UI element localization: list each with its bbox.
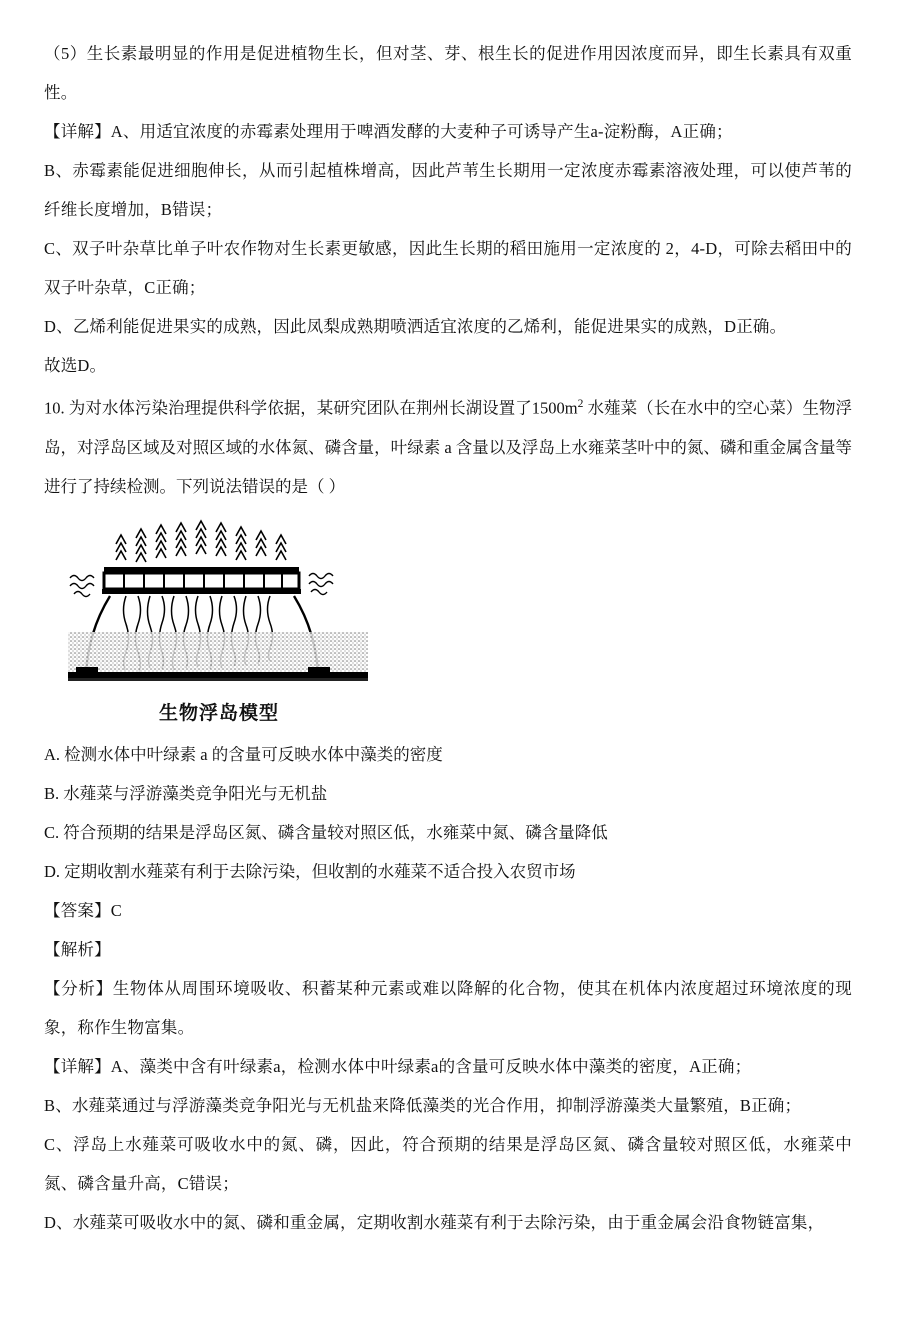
question-number: 10. xyxy=(44,398,65,418)
paragraph-detail-c: C、双子叶杂草比单子叶农作物对生长素更敏感，因此生长期的稻田施用一定浓度的 2，4-D，可除去稻田中的双子叶杂草，C正确； xyxy=(44,239,852,297)
question-stem-part1: 为对水体污染治理提供科学依据，某研究团队在荆州长湖设置了1500m xyxy=(68,398,578,418)
option-d: D. 定期收割水薤菜有利于去除污染，但收割的水薤菜不适合投入农贸市场 xyxy=(44,861,576,881)
option-c: C. 符合预期的结果是浮岛区氮、磷含量较对照区低，水雍菜中氮、磷含量降低 xyxy=(44,822,608,842)
answer-label: 【答案】C xyxy=(44,900,123,920)
paragraph-explanation-5: （5）生长素最明显的作用是促进植物生长，但对茎、芽、根生长的促进作用因浓度而异，即生长素具有双重性。 xyxy=(44,44,852,102)
paragraph-detail2-d: D、水薤菜可吸收水中的氮、磷和重金属，定期收割水薤菜有利于去除污染，由于重金属会沿食物链富集， xyxy=(44,1212,825,1232)
question-stem-part2: 水薤菜（长在水中的空心菜）生物浮岛，对浮岛区域及对照区域的水体氮、磷含量，叶绿素 a 含量以及浮岛上水雍菜茎叶中的氮、磷和重金属含量等进行了持续检测。下列说法错误的是（ ） xyxy=(44,398,853,496)
option-a: A. 检测水体中叶绿素 a 的含量可反映水体中藻类的密度 xyxy=(44,744,443,764)
analysis-label: 【解析】 xyxy=(44,939,111,959)
option-b: B. 水薤菜与浮游藻类竞争阳光与无机盐 xyxy=(44,783,328,803)
question-10 xyxy=(44,385,852,506)
figure-caption: 生物浮岛模型 xyxy=(158,702,279,724)
paragraph-detail-d: D、乙烯利能促进果实的成熟，因此凤梨成熟期喷洒适宜浓度的乙烯利，能促进果实的成熟，D正确。 xyxy=(44,317,787,336)
paragraph-detail2-a: 【详解】A、藻类中含有叶绿素a，检测水体中叶绿素a的含量可反映水体中藻类的密度，A正确； xyxy=(44,1056,752,1076)
bio-floating-island-diagram xyxy=(54,512,384,697)
paragraph-detail-b: B、赤霉素能促进细胞伸长，从而引起植株增高，因此芦苇生长期用一定浓度赤霉素溶液处理，可以使芦苇的纤维长度增加，B错误； xyxy=(44,161,852,219)
paragraph-answer-select: 故选D。 xyxy=(44,356,107,375)
paragraph-analysis: 【分析】生物体从周围环境吸收、积蓄某种元素或难以降解的化合物，使其在机体内浓度超过环境浓度的现象，称作生物富集。 xyxy=(44,978,852,1037)
bio-floating-island-svg xyxy=(54,512,384,697)
question-stem-superscript: 2 xyxy=(577,398,584,410)
paragraph-detail-a: 【详解】A、用适宜浓度的赤霉素处理用于啤酒发酵的大麦种子可诱导产生a-淀粉酶，A正确； xyxy=(44,122,733,141)
paragraph-detail2-b: B、水薤菜通过与浮游藻类竞争阳光与无机盐来降低藻类的光合作用，抑制浮游藻类大量繁殖，B正确； xyxy=(44,1095,802,1115)
figure-block xyxy=(44,512,852,729)
paragraph-detail2-c: C、浮岛上水薤菜可吸收水中的氮、磷，因此，符合预期的结果是浮岛区氮、磷含量较对照区低，水雍菜中氮、磷含量升高，C错误； xyxy=(44,1134,852,1193)
